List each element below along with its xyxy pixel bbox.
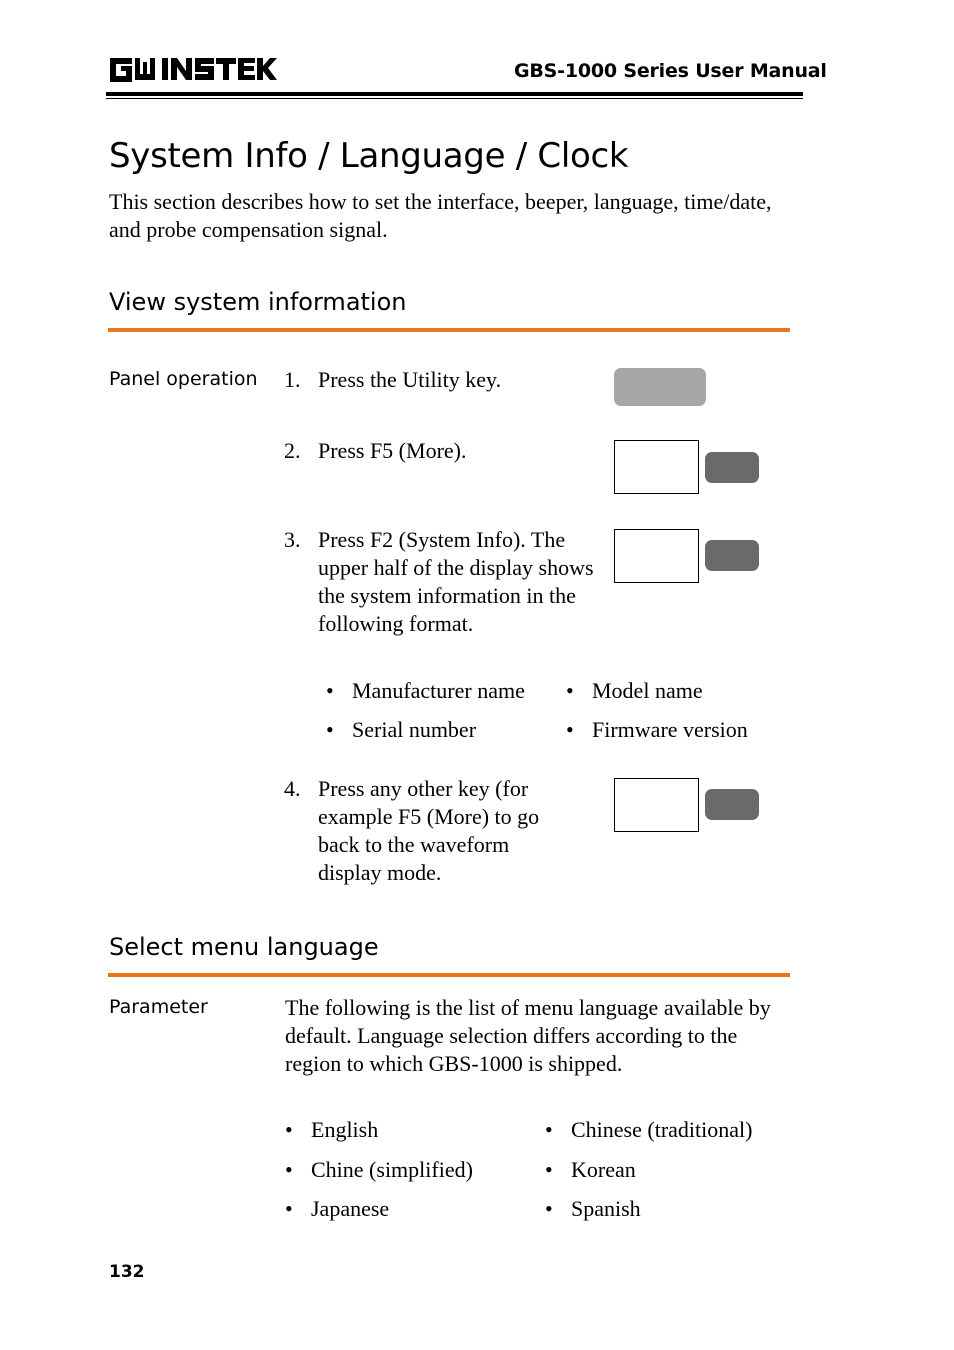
section-heading-view-system-information: View system information bbox=[109, 288, 407, 316]
side-label-parameter: Parameter bbox=[109, 996, 208, 1018]
utility-key-icon bbox=[614, 368, 706, 406]
language-description: The following is the list of menu language available by default. Language selection differs according to the region to which GBS-1000 is shipped. bbox=[285, 995, 771, 1076]
step-text: Press any other key (for example F5 (More) to go back to the waveform display mode. bbox=[318, 776, 540, 885]
step-text: Press F5 (More). bbox=[318, 438, 467, 463]
side-label-panel-operation: Panel operation bbox=[109, 368, 258, 390]
page-number: 132 bbox=[109, 1262, 145, 1282]
header-rule bbox=[106, 92, 803, 96]
menu-screen-icon bbox=[614, 440, 699, 494]
step-number: 4. bbox=[284, 776, 301, 801]
step-number: 3. bbox=[284, 527, 301, 552]
step-number: 2. bbox=[284, 438, 301, 463]
step-number: 1. bbox=[284, 367, 301, 392]
section-rule bbox=[108, 328, 790, 332]
manual-title: GBS-1000 Series User Manual bbox=[514, 60, 827, 82]
step-text: Press the Utility key. bbox=[318, 367, 502, 392]
gw-instek-logo bbox=[108, 52, 278, 86]
step-text: Press F2 (System Info). The upper half of the display shows the system information in the following format. bbox=[318, 527, 594, 636]
menu-screen-icon bbox=[614, 778, 699, 832]
page-title: System Info / Language / Clock bbox=[109, 136, 629, 176]
menu-screen-icon bbox=[614, 529, 699, 583]
section-rule bbox=[108, 973, 790, 977]
section-heading-select-menu-language: Select menu language bbox=[109, 933, 379, 961]
f5-key-icon bbox=[705, 789, 759, 820]
header-rule-thin bbox=[106, 98, 803, 99]
f2-key-icon bbox=[705, 540, 759, 571]
f5-key-icon bbox=[705, 452, 759, 483]
intro-paragraph: This section describes how to set the interface, beeper, language, time/date, and probe compensation signal. bbox=[109, 189, 772, 242]
